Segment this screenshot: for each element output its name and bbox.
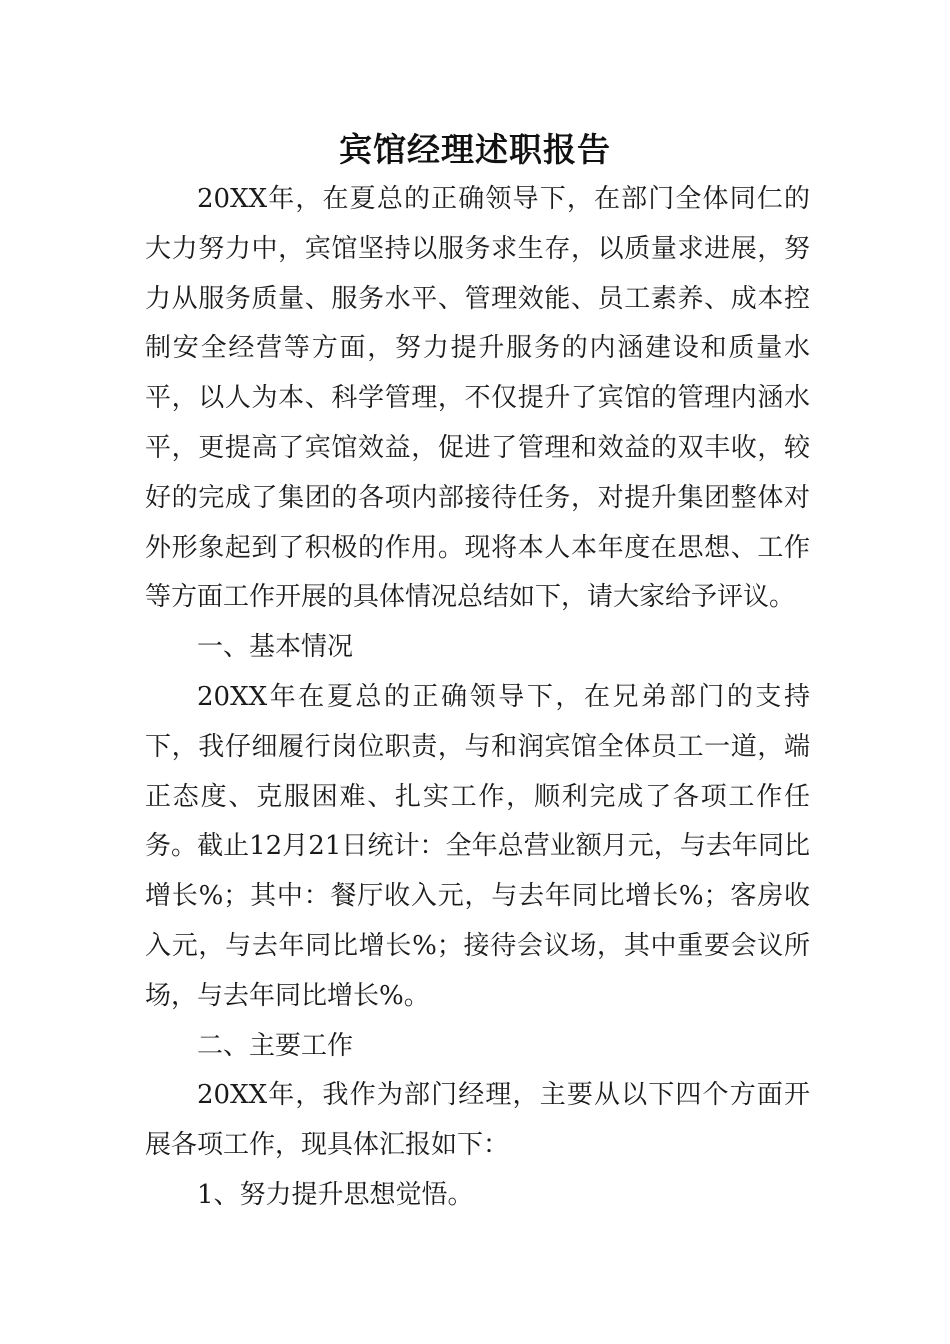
section-heading-basic-situation: 一、基本情况 — [197, 632, 354, 663]
list-item-ideology: 1、努力提升思想觉悟。 — [197, 1179, 474, 1210]
paragraph-intro: 20XX年，在夏总的正确领导下，在部门全体同仁的大力努力中，宾馆坚持以服务求生存，以质量求进展，努力从服务质量、服务水平、管理效能、员工素养、成本控制安全经营等方面，努力提升服务的内涵建设和质量水平，以人为本、科学管理，不仅提升了宾馆的管理内涵水平，更提高了宾馆效益，促进了管理和效益的双丰收，较好的完成了集团的各项内部接待任务，对提升集团整体对外形象起到了积极的作用。现将本人本年度在思想、工作等方面工作开展的具体情况总结如下，请大家给予评议。 — [145, 184, 810, 613]
paragraph-basic-situation: 20XX年在夏总的正确领导下，在兄弟部门的支持下，我仔细履行岗位职责，与和润宾馆全体员工一道，端正态度、克服困难、扎实工作，顺利完成了各项工作任务。截止12月21日统计：全年总营业额月元，与去年同比增长%；其中：餐厅收入元，与去年同比增长%；客房收入元，与去年同比增长%；接待会议场，其中重要会议所场，与去年同比增长%。 — [145, 681, 810, 1011]
document-title: 宾馆经理述职报告 — [339, 130, 611, 169]
document-body — [145, 175, 810, 1221]
paragraph-main-work: 20XX年，我作为部门经理，主要从以下四个方面开展各项工作，现具体汇报如下： — [145, 1080, 810, 1161]
section-heading-main-work: 二、主要工作 — [197, 1030, 354, 1061]
